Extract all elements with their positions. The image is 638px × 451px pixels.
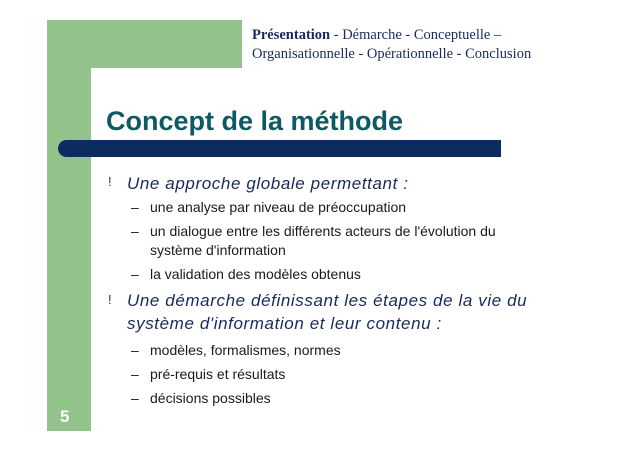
sub-bullet-marker: – bbox=[131, 390, 139, 406]
sub-bullet-marker: – bbox=[131, 266, 139, 282]
bullet-marker: ! bbox=[108, 292, 112, 307]
bullet-item: Une démarche définissant les étapes de la vie du système d'information et leur contenu : bbox=[127, 291, 528, 333]
breadcrumb-rest: - Démarche - Conceptuelle – Organisationnelle - Opérationnelle - Conclusion bbox=[252, 27, 532, 62]
sub-bullet-item: pré-requis et résultats bbox=[150, 366, 286, 382]
decorative-green-column bbox=[47, 20, 91, 431]
title-underline-bar bbox=[58, 140, 501, 157]
bullet-marker: ! bbox=[108, 174, 112, 189]
sub-bullet-item: modèles, formalismes, normes bbox=[150, 342, 341, 358]
decorative-rounded-corner bbox=[91, 68, 131, 108]
breadcrumb-current: Présentation bbox=[252, 27, 331, 43]
sub-bullet-marker: – bbox=[131, 366, 139, 382]
decorative-green-header bbox=[91, 20, 242, 68]
sub-bullet-marker: – bbox=[131, 223, 139, 239]
bullet-item: Une approche globale permettant : bbox=[127, 174, 409, 193]
sub-bullet-item: une analyse par niveau de préoccupation bbox=[150, 199, 407, 215]
slide-title: Concept de la méthode bbox=[106, 106, 404, 136]
page-number: 5 bbox=[60, 407, 70, 426]
sub-bullet-marker: – bbox=[131, 342, 139, 358]
sub-bullet-item: la validation des modèles obtenus bbox=[150, 266, 361, 282]
breadcrumb bbox=[252, 26, 592, 64]
sub-bullet-item: un dialogue entre les différents acteurs de l'évolution du système d'information bbox=[150, 223, 496, 258]
sub-bullet-item: décisions possibles bbox=[150, 390, 271, 406]
sub-bullet-marker: – bbox=[131, 199, 139, 215]
